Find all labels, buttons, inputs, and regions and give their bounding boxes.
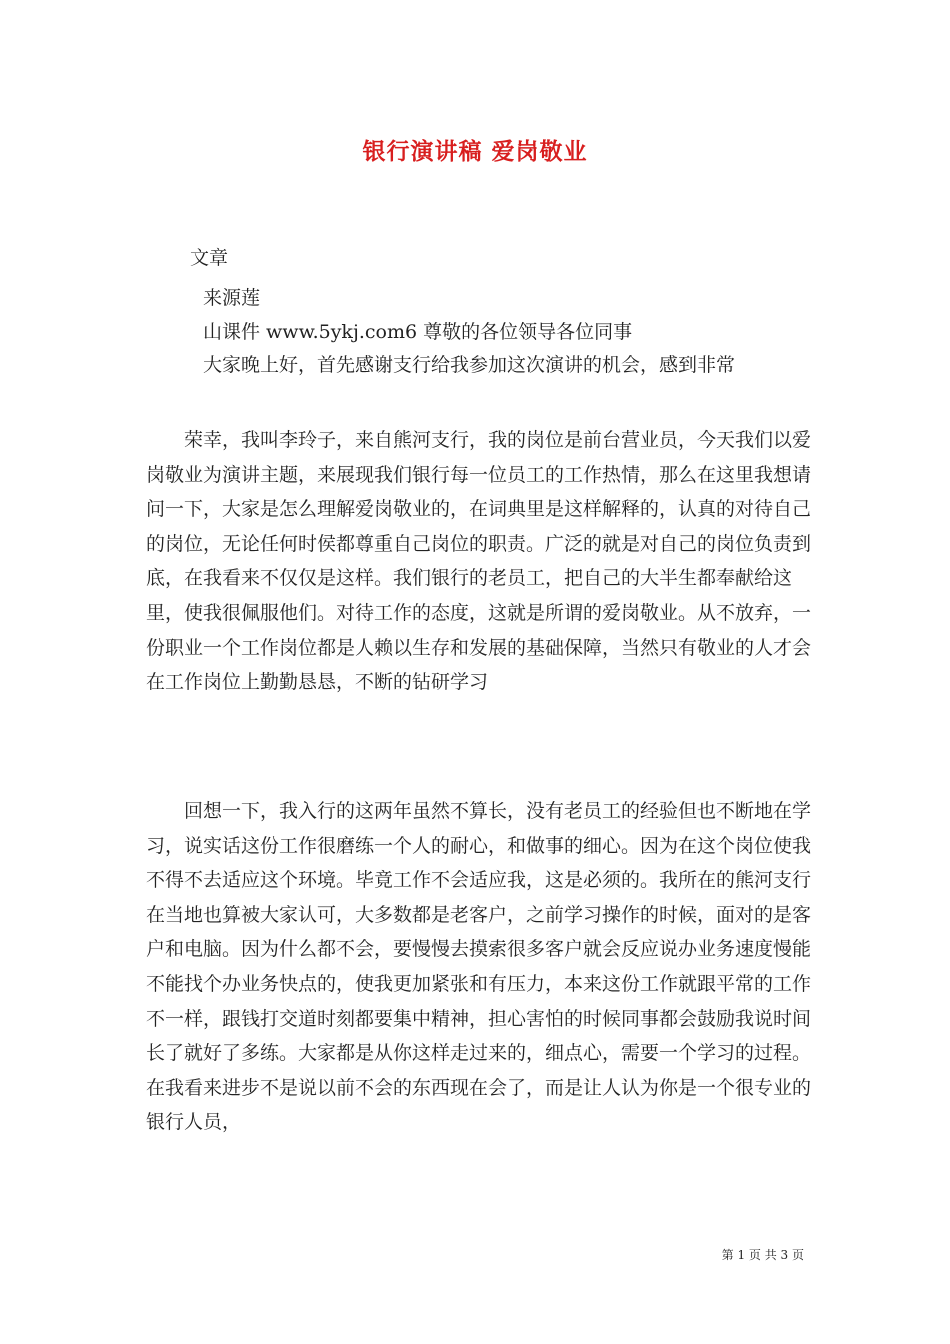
meta-line-greeting: 山课件 www.5ykj.com6 尊敬的各位领导各位同事 — [203, 321, 633, 343]
meta-line-source: 来源莲 — [203, 287, 261, 309]
paragraph-opening: 大家晚上好，首先感谢支行给我参加这次演讲的机会，感到非常 — [203, 354, 736, 376]
page-footer: 第 1 页 共 3 页 — [721, 1248, 804, 1262]
meta-line-article: 文章 — [190, 247, 229, 269]
page-title: 银行演讲稿 爱岗敬业 — [362, 138, 588, 165]
paragraph-introduction: 荣幸，我叫李玲子，来自熊河支行，我的岗位是前台营业员，今天我们以爱岗敬业为演讲主题，来展现我们银行每一位员工的工作热情，那么在这里我想请问一下，大家是怎么理解爱岗敬业的，在词典里是这样解释的，认真的对待自己的岗位，无论任何时侯都尊重自己岗位的职责。广泛的就是对自己的岗位负责到底，在我看来不仅仅是这样。我们银行的老员工，把自己的大半生都奉献给这里，使我很佩服他们。对待工作的态度，这就是所谓的爱岗敬业。从不放弃，一份职业一个工作岗位都是人赖以生存和发展的基础保障，当然只有敬业的人才会在工作岗位上勤勤恳恳，不断的钻研学习 — [146, 429, 812, 694]
paragraph-reflection: 回想一下，我入行的这两年虽然不算长，没有老员工的经验但也不断地在学习，说实话这份工作很磨练一个人的耐心，和做事的细心。因为在这个岗位使我不得不去适应这个环境。毕竟工作不会适应我，这是必须的。我所在的熊河支行在当地也算被大家认可，大多数都是老客户，之前学习操作的时候，面对的是客户和电脑。因为什么都不会，要慢慢去摸索很多客户就会反应说办业务速度慢能不能找个办业务快点的，使我更加紧张和有压力，本来这份工作就跟平常的工作不一样，跟钱打交道时刻都要集中精神，担心害怕的时候同事都会鼓励我说时间长了就好了多练。大家都是从你这样走过来的，细点心，需要一个学习的过程。在我看来进步不是说以前不会的东西现在会了，而是让人认为你是一个很专业的银行人员， — [146, 800, 812, 1134]
